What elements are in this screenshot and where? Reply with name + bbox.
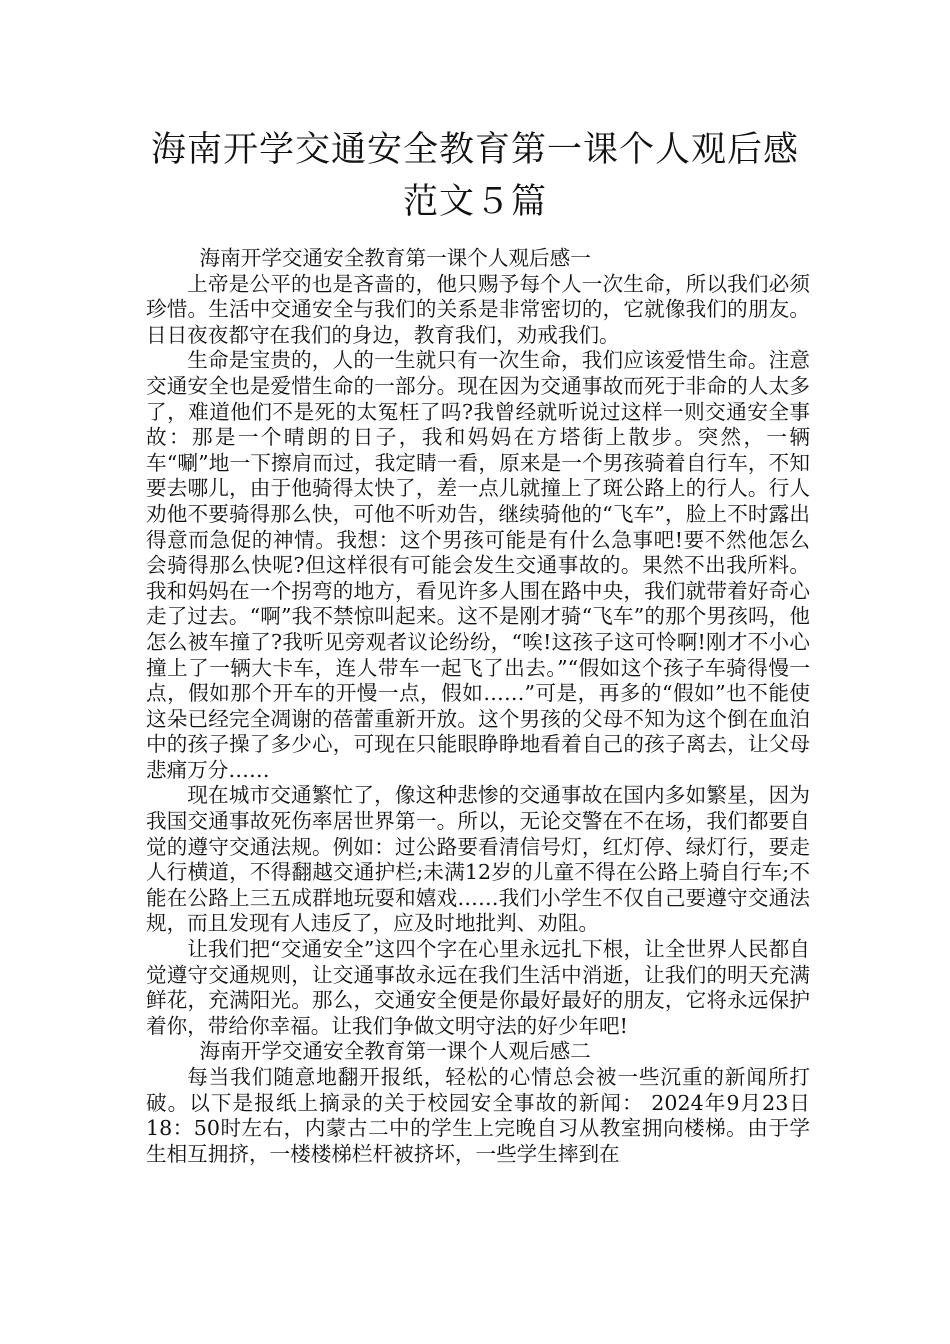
body-paragraph: 让我们把“交通安全”这四个字在心里永远扎下根，让全世界人民都自觉遵守交通规则，让交通事故永远在我们生活中消逝，让我们的明天充满鲜花，充满阳光。那么，交通安全便是你最好最好的朋友，它将永远保护着你，带给你幸福。让我们争做文明守法的好少年吧! — [146, 937, 810, 1038]
document-title-line-2: 范文５篇 — [402, 182, 547, 222]
body-paragraph: 生命是宝贵的，人的一生就只有一次生命，我们应该爱惜生命。注意交通安全也是爱惜生命的一部分。现在因为交通事故而死于非命的人太多了，难道他们不是死的太冤枉了吗?我曾经就听说过这样一则交通安全事故：那是一个晴朗的日子，我和妈妈在方塔街上散步。突然，一辆车“唰”地一下擦肩而过，我定睛一看，原来是一个男孩骑着自行车，不知要去哪儿，由于他骑得太快了，差一点儿就撞上了斑公路上的行人。行人劝他不要骑得那么快，可他不听劝告，继续骑他的“飞车”，脸上不时露出得意而急促的神情。我想：这个男孩可能是有什么急事吧!要不然他怎么会骑得那么快呢?但这样很有可能会发生交通事故的。果然不出我所料。我和妈妈在一个拐弯的地方，看见许多人围在路中央，我们就带着好奇心走了过去。“啊”我不禁惊叫起来。这不是刚才骑“飞车”的那个男孩吗，他怎么被车撞了?我听见旁观者议论纷纷，“唉!这孩子这可怜啊!刚才不小心撞上了一辆大卡车，连人带车一起飞了出去。”“假如这个孩子车骑得慢一点，假如那个开车的开慢一点，假如……”可是，再多的“假如”也不能使这朵已经完全凋谢的蓓蕾重新开放。这个男孩的父母不知为这个倒在血泊中的孩子操了多少心，可现在只能眼睁睁地看着自己的孩子离去，让父母悲痛万分…… — [146, 348, 810, 782]
section-heading-2: 海南开学交通安全教育第一课个人观后感二 — [199, 1039, 591, 1064]
body-paragraph: 上帝是公平的也是吝啬的，他只赐予每个人一次生命，所以我们必须珍惜。生活中交通安全与我们的关系是非常密切的，它就像我们的朋友。日日夜夜都守在我们的身边，教育我们，劝戒我们。 — [146, 271, 810, 347]
section-heading-1: 海南开学交通安全教育第一课个人观后感一 — [199, 246, 591, 270]
document-body — [146, 246, 810, 1167]
document-title-line-1: 海南开学交通安全教育第一课个人观后感 — [150, 130, 799, 170]
body-paragraph: 现在城市交通繁忙了，像这种悲惨的交通事故在国内多如繁星，因为我国交通事故死伤率居世界第一。所以，无论交警在不在场，我们都要自觉的遵守交通法规。例如：过公路要看清信号灯，红灯停、绿灯行，要走人行横道，不得翻越交通护栏;未满12岁的儿童不得在公路上骑自行车;不能在公路上三五成群地玩耍和嬉戏……我们小学生不仅自己要遵守交通法规，而且发现有人违反了，应及时地批判、劝阻。 — [146, 783, 810, 936]
body-paragraph: 每当我们随意地翻开报纸，轻松的心情总会被一些沉重的新闻所打破。以下是报纸上摘录的关于校园安全事故的新闻： 2024年9月23日18：50时左右，内蒙古二中的学生上完晚自习从教室拥向楼梯。由于学生相互拥挤，一楼楼梯栏杆被挤坏，一些学生摔到在 — [146, 1065, 810, 1166]
